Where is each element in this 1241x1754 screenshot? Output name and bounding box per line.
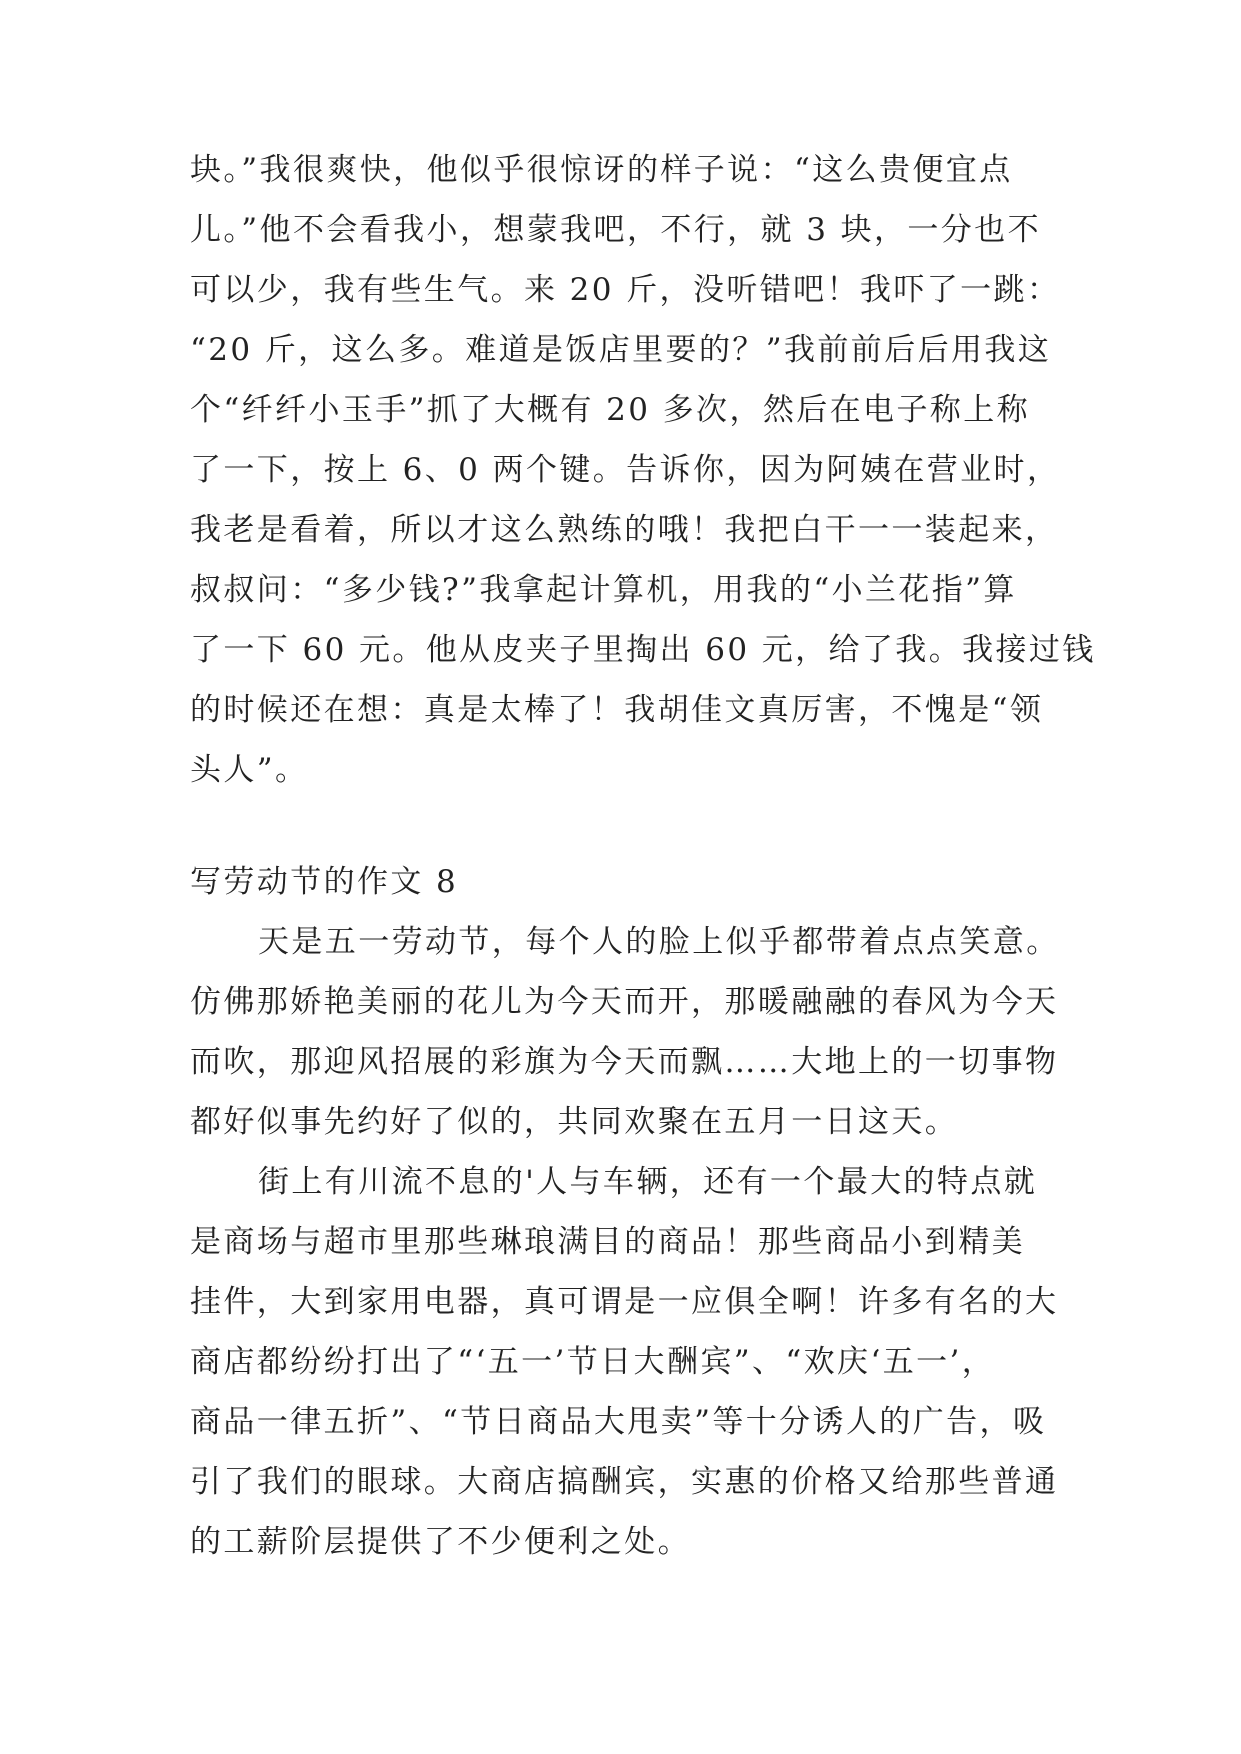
text-line: 个“纤纤小玉手”抓了大概有 20 多次，然后在电子称上称 (190, 392, 1031, 428)
text-line: 而吹，那迎风招展的彩旗为今天而飘……大地上的一切事物 (190, 1044, 1059, 1080)
text-line: 儿。”他不会看我小，想蒙我吧，不行，就 3 块，一分也不 (190, 212, 1041, 248)
text-line: 的工薪阶层提供了不少便利之处。 (190, 1524, 691, 1560)
text-line: 是商场与超市里那些琳琅满目的商品！那些商品小到精美 (190, 1224, 1025, 1260)
text-line: 了一下 60 元。他从皮夹子里掏出 60 元，给了我。我接过钱 (190, 632, 1096, 668)
text-line: 都好似事先约好了似的，共同欢聚在五月一日这天。 (190, 1104, 959, 1140)
text-line: 引了我们的眼球。大商店搞酬宾，实惠的价格又给那些普通 (190, 1464, 1059, 1500)
text-line: 的时候还在想：真是太棒了！我胡佳文真厉害，不愧是“领 (190, 692, 1044, 728)
text-line: 商品一律五折”、“节日商品大甩卖”等十分诱人的广告，吸 (190, 1404, 1047, 1440)
text-line: 仿佛那娇艳美丽的花儿为今天而开，那暖融融的春风为今天 (190, 984, 1059, 1020)
section-title: 写劳动节的作文 8 (190, 864, 459, 900)
text-line: 商店都纷纷打出了“‘五一’节日大酬宾”、“欢庆‘五一’， (190, 1344, 996, 1380)
text-line: 街上有川流不息的'人与车辆，还有一个最大的特点就 (258, 1164, 1038, 1200)
text-line: 可以少，我有些生气。来 20 斤，没听错吧！我吓了一跳： (190, 272, 1061, 308)
text-line: “20 斤，这么多。难道是饭店里要的？”我前前后后用我这 (190, 332, 1052, 368)
text-line: 我老是看着，所以才这么熟练的哦！我把白干一一装起来， (190, 512, 1059, 548)
text-line: 天是五一劳动节，每个人的脸上似乎都带着点点笑意。 (258, 924, 1060, 960)
text-line: 块。”我很爽快，他似乎很惊讶的样子说：“这么贵便宜点 (190, 152, 1013, 188)
text-line: 挂件，大到家用电器，真可谓是一应俱全啊！许多有名的大 (190, 1284, 1059, 1320)
text-line: 头人”。 (190, 752, 309, 788)
text-line: 叔叔问：“多少钱?”我拿起计算机，用我的“小兰花指”算 (190, 572, 1017, 608)
text-line: 了一下，按上 6、0 两个键。告诉你，因为阿姨在营业时， (190, 452, 1061, 488)
